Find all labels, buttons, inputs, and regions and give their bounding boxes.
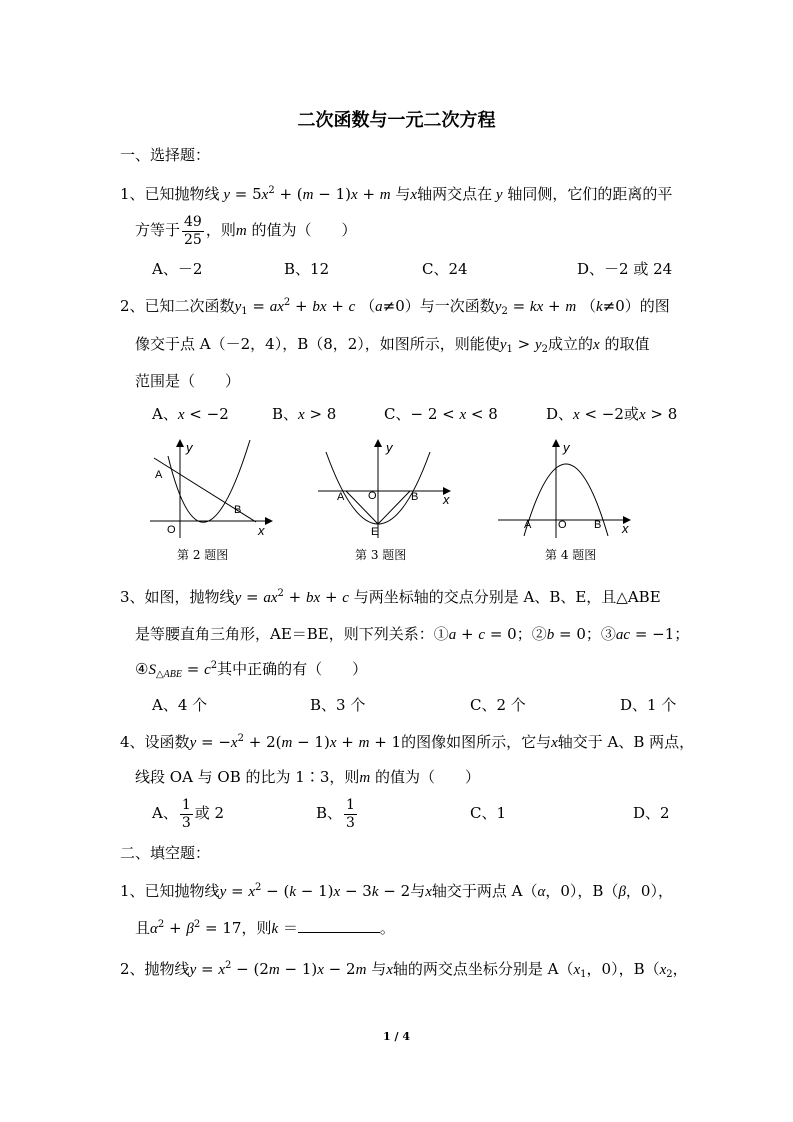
origin-label: O bbox=[558, 519, 567, 531]
figure-4-caption: 第 4 题图 bbox=[545, 548, 597, 562]
x-axis-label: x bbox=[622, 521, 629, 536]
page-title: 二次函数与一元二次方程 bbox=[297, 110, 496, 131]
origin-label: O bbox=[368, 490, 377, 502]
fraction-one-third: $\frac{1}{3}$ bbox=[181, 796, 191, 831]
y-axis-label: y bbox=[386, 440, 393, 455]
q1-option-b[interactable]: B、12 bbox=[284, 260, 330, 278]
q3-option-b[interactable]: B、3 个 bbox=[310, 696, 366, 714]
question-3-line-3: $④S_{\triangle ABE} = c^2$其中正确的有（ ） bbox=[135, 660, 368, 680]
q1-option-d[interactable]: D、－2 或 24 bbox=[577, 260, 673, 278]
point-a-label: A bbox=[524, 519, 532, 531]
point-b-label: B bbox=[594, 519, 602, 531]
question-1-line-1: 1、已知抛物线 $y = 5x^2 + (m - 1)x + m$ 与x轴两交点在 y 轴同侧，它们的距离的平 bbox=[120, 185, 673, 203]
y-axis-label: y bbox=[563, 440, 570, 455]
fill-2-line-1: 2、抛物线$y = x^2 - (2m - 1)x - 2m$ 与x轴的两交点坐标分别是 $A(x_1$，0），$B(x_2$， bbox=[120, 960, 688, 980]
fill-1-line-2: 且$\alpha^2 + \beta^2 = 17$，则k ＝ 。 bbox=[135, 919, 395, 937]
point-a-label: A bbox=[337, 491, 345, 503]
fill-1-line-1: 1、已知抛物线$y = x^2 - (k - 1)x - 3k - 2$与x轴交于两点 A（α，0），B（β，0）， bbox=[120, 882, 673, 900]
q2-option-c[interactable]: C、− 2 < x < 8 bbox=[384, 405, 498, 423]
figure-3-caption: 第 3 题图 bbox=[355, 548, 407, 562]
section-choice-heading: 一、选择题： bbox=[120, 146, 211, 164]
q4-option-b[interactable]: B、 $\frac{1}{3}$ bbox=[316, 796, 355, 831]
q3-option-d[interactable]: D、1 个 bbox=[620, 696, 677, 714]
q4-option-c[interactable]: C、1 bbox=[470, 804, 507, 822]
page-number: 1 / 4 bbox=[383, 1030, 410, 1043]
q3-option-c[interactable]: C、2 个 bbox=[470, 696, 526, 714]
figure-q2 bbox=[146, 436, 278, 540]
fraction-one-third: $\frac{1}{3}$ bbox=[346, 796, 355, 831]
figure-2-caption: 第 2 题图 bbox=[177, 548, 229, 562]
point-a-label: A bbox=[155, 469, 163, 481]
question-4-line-2: 线段 OA 与 OB 的比为 1∶3，则m 的值为（ ） bbox=[135, 768, 481, 786]
q4-option-d[interactable]: D、2 bbox=[633, 804, 670, 822]
q3-option-a[interactable]: A、4 个 bbox=[152, 696, 208, 714]
question-2-line-1: 2、已知二次函数$y_1 = ax^2$ + bx + c （a≠0）与一次函数$y_2$ = kx + m （k≠0）的图 bbox=[120, 297, 670, 317]
x-axis-label: x bbox=[443, 492, 450, 507]
question-2-line-3: 范围是（ ） bbox=[135, 372, 241, 390]
q2-option-d[interactable]: D、x < −2或x > 8 bbox=[546, 405, 678, 423]
segment-be bbox=[378, 491, 410, 524]
point-e-label: E bbox=[371, 526, 379, 538]
question-1-line-2: 方等于 $\frac{49}{25}$ ，则m 的值为（ ） bbox=[135, 213, 357, 248]
fraction-49-25: $\frac{49}{25}$ bbox=[184, 213, 202, 248]
section-fill-heading: 二、填空题： bbox=[120, 844, 211, 862]
question-4-line-1: 4、设函数$y = -x^2 + 2(m - 1)x + m + 1$的图像如图所示，它与x轴交于 A、B 两点， bbox=[120, 733, 695, 751]
question-2-line-2: 像交于点 A（－2，4），B（8，2），如图所示，则能使$y_1 > y_2$成立的x 的取值 bbox=[135, 335, 650, 355]
figure-q3 bbox=[314, 436, 458, 540]
origin-label: O bbox=[167, 524, 176, 536]
y-axis-label: y bbox=[186, 440, 193, 455]
answer-blank[interactable] bbox=[298, 918, 380, 933]
q1-option-a[interactable]: A、－2 bbox=[152, 260, 203, 278]
point-b-label: B bbox=[234, 504, 242, 516]
q4-option-a[interactable]: A、 $\frac{1}{3}$ 或 2 bbox=[152, 796, 225, 831]
question-3-line-1: 3、如图，抛物线$y = ax^2$ + bx + c 与两坐标轴的交点分别是 A、B、E，且△ABE bbox=[120, 588, 661, 606]
q2-option-b[interactable]: B、x > 8 bbox=[272, 405, 337, 423]
x-axis-label: x bbox=[258, 523, 265, 538]
question-3-line-2: 是等腰直角三角形，AE＝BE，则下列关系：①a + c = 0；②b = 0；③ac = −1； bbox=[135, 625, 690, 643]
point-b-label: B bbox=[411, 491, 419, 503]
figure-q4 bbox=[496, 436, 636, 540]
q2-option-a[interactable]: A、x < −2 bbox=[152, 405, 229, 423]
q1-option-c[interactable]: C、24 bbox=[422, 260, 468, 278]
